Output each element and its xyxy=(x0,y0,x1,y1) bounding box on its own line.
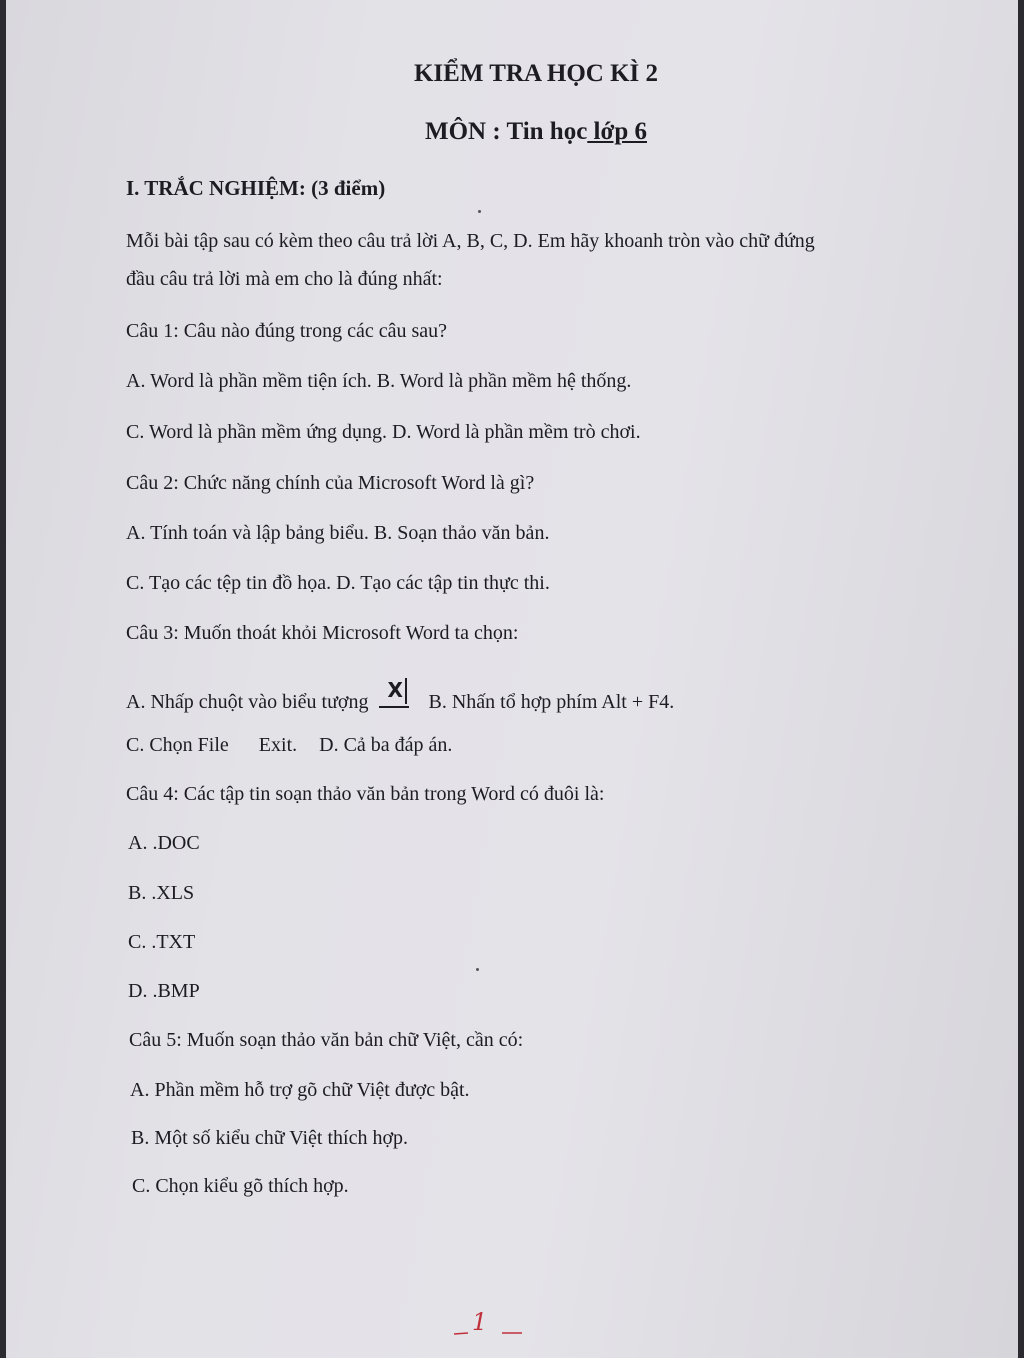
q3-options-ab xyxy=(126,678,675,714)
q4-option-c: C. .TXT xyxy=(128,931,196,953)
exam-subject xyxy=(6,118,1024,146)
q1-options-ab: A. Word là phần mềm tiện ích. B. Word là phần mềm hệ thống. xyxy=(126,370,632,392)
q3-options-cd xyxy=(126,734,452,757)
q3-option-c-part2: Exit. xyxy=(258,734,298,756)
close-glyph: X xyxy=(387,678,403,702)
q3-option-c-part1: C. Chọn File xyxy=(126,734,229,756)
paper-speck xyxy=(476,968,479,971)
q5-option-b: B. Một số kiểu chữ Việt thích hợp. xyxy=(131,1127,409,1149)
q4-option-b: B. .XLS xyxy=(128,882,195,904)
q4-text: Câu 4: Các tập tin soạn thảo văn bản trong Word có đuôi là: xyxy=(126,783,605,805)
q1-text: Câu 1: Câu nào đúng trong các câu sau? xyxy=(126,320,448,342)
handwritten-page-number xyxy=(452,1306,532,1346)
instruction-line-1: Mỗi bài tập sau có kèm theo câu trả lời A, B, C, D. Em hãy khoanh tròn vào chữ đứng xyxy=(126,230,815,252)
q3-option-b: B. Nhấn tổ hợp phím Alt + F4. xyxy=(428,691,675,713)
q5-option-a: A. Phần mềm hỗ trợ gõ chữ Việt được bật. xyxy=(130,1079,470,1101)
q2-options-ab: A. Tính toán và lập bảng biểu. B. Soạn thảo văn bản. xyxy=(126,522,550,544)
q2-options-cd: C. Tạo các tệp tin đồ họa. D. Tạo các tập tin thực thi. xyxy=(126,572,550,594)
paper-speck xyxy=(478,210,481,213)
q3-text: Câu 3: Muốn thoát khỏi Microsoft Word ta chọn: xyxy=(126,622,519,644)
section-heading: I. TRẮC NGHIỆM: (3 điểm) xyxy=(126,176,386,200)
dash-left xyxy=(454,1333,468,1334)
q1-options-cd: C. Word là phần mềm ứng dụng. D. Word là phần mềm trò chơi. xyxy=(126,421,641,443)
exam-title: KIỂM TRA HỌC KÌ 2 xyxy=(413,60,659,87)
subject-prefix: MÔN : Tin học xyxy=(425,118,588,145)
subject-grade: lớp 6 xyxy=(587,118,647,145)
q3-option-d: D. Cả ba đáp án. xyxy=(319,734,453,756)
instruction-line-2: đầu câu trả lời mà em cho là đúng nhất: xyxy=(126,268,443,290)
page-number-marks xyxy=(452,1306,532,1346)
q3-option-a: A. Nhấp chuột vào biểu tượng xyxy=(126,691,369,713)
q5-option-c: C. Chọn kiểu gõ thích hợp. xyxy=(132,1175,349,1197)
close-window-icon xyxy=(379,678,409,710)
q4-option-a: A. .DOC xyxy=(128,832,200,854)
page-number: 1 xyxy=(472,1308,488,1336)
exam-page xyxy=(6,0,1018,1358)
q4-option-d: D. .BMP xyxy=(128,980,200,1002)
q5-text: Câu 5: Muốn soạn thảo văn bản chữ Việt, cần có: xyxy=(129,1029,524,1051)
q2-text: Câu 2: Chức năng chính của Microsoft Word là gì? xyxy=(126,472,535,494)
